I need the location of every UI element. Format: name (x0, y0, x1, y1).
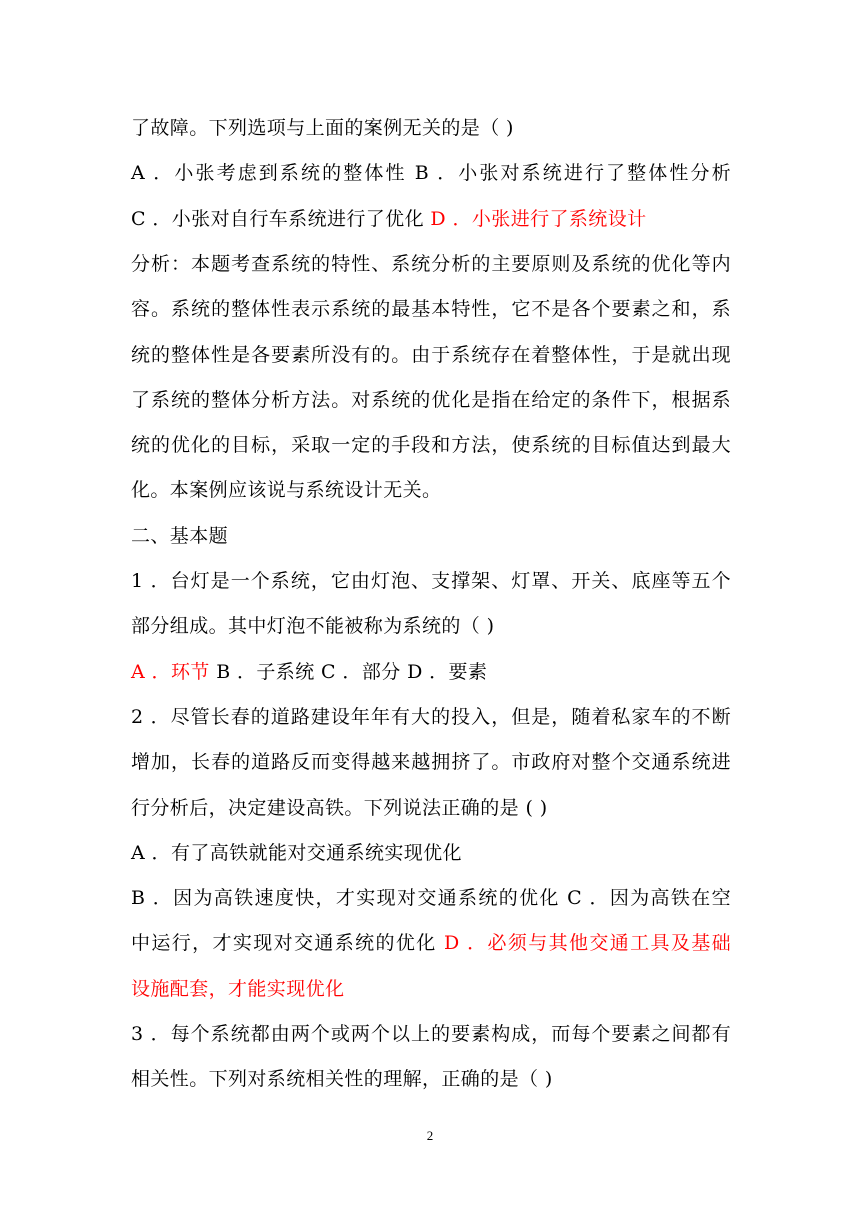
text-line (131, 838, 731, 868)
page-number: 2 (426, 1128, 434, 1143)
text-line (131, 430, 731, 460)
text-line (131, 113, 731, 143)
text-segment: 统的优化的目标，采取一定的手段和方法，使系统的目标值达到最大 (131, 434, 731, 457)
text-line (131, 158, 731, 188)
text-segment: 2 ．尽管长春的道路建设年年有大的投入，但是，随着私家车的不断 (131, 705, 731, 728)
text-segment: A ．小张考虑到系统的整体性 B ．小张对系统进行了整体性分析 (131, 162, 731, 185)
text-line (131, 793, 731, 823)
text-segment: 中运行，才实现对交通系统的优化 (131, 932, 445, 955)
text-segment: 相关性。下列对系统相关性的理解，正确的是（ ) (131, 1068, 553, 1091)
text-line (131, 385, 731, 415)
answer-highlight: A ．环节 (131, 660, 210, 683)
text-segment: 分析：本题考查系统的特性、系统分析的主要原则及系统的优化等内 (131, 252, 731, 275)
text-line (131, 928, 731, 958)
text-segment: 3 ．每个系统都由两个或两个以上的要素构成，而每个要素之间都有 (131, 1023, 731, 1045)
text-line (131, 974, 731, 1004)
text-line (131, 566, 731, 596)
text-segment: 容。系统的整体性表示系统的最基本特性，它不是各个要素之和，系 (131, 298, 731, 321)
text-line (131, 521, 731, 551)
text-segment: 了系统的整体分析方法。对系统的优化是指在给定的条件下，根据系 (131, 388, 731, 411)
text-segment: 二、基本题 (131, 524, 229, 547)
text-segment: 化。本案例应该说与系统设计无关。 (131, 479, 442, 502)
text-segment: 统的整体性是各要素所没有的。由于系统存在着整体性，于是就出现 (131, 343, 731, 366)
text-segment: C ．小张对自行车系统进行了优化 (131, 207, 431, 230)
text-segment: 1 ．台灯是一个系统，它由灯泡、支撑架、灯罩、开关、底座等五个 (131, 570, 731, 592)
answer-highlight: D ．小张进行了系统设计 (430, 207, 647, 230)
text-line (131, 1019, 731, 1049)
text-segment: A ．有了高铁就能对交通系统实现优化 (131, 841, 462, 864)
text-line (131, 475, 731, 505)
text-segment: B ．子系统 C ．部分 D ．要素 (209, 660, 488, 683)
text-line (131, 204, 731, 234)
text-line (131, 1064, 731, 1094)
text-line (131, 657, 731, 687)
text-segment: 部分组成。其中灯泡不能被称为系统的（ ) (131, 615, 495, 638)
text-line (131, 611, 731, 641)
text-line (131, 249, 731, 279)
text-line (131, 340, 731, 370)
answer-highlight: 设施配套，才能实现优化 (131, 977, 345, 1000)
text-segment: 增加，长春的道路反而变得越来越拥挤了。市政府对整个交通系统进 (131, 751, 731, 774)
text-line (131, 747, 731, 777)
text-segment: B ．因为高铁速度快，才实现对交通系统的优化 C ．因为高铁在空 (131, 887, 731, 910)
text-segment: 行分析后，决定建设高铁。下列说法正确的是 ( ) (131, 796, 548, 819)
answer-highlight: D ．必须与其他交通工具及基础 (444, 932, 731, 955)
text-segment: 了故障。下列选项与上面的案例无关的是（ ) (131, 117, 514, 139)
text-line (131, 294, 731, 324)
text-line (131, 702, 731, 732)
text-line (131, 883, 731, 913)
